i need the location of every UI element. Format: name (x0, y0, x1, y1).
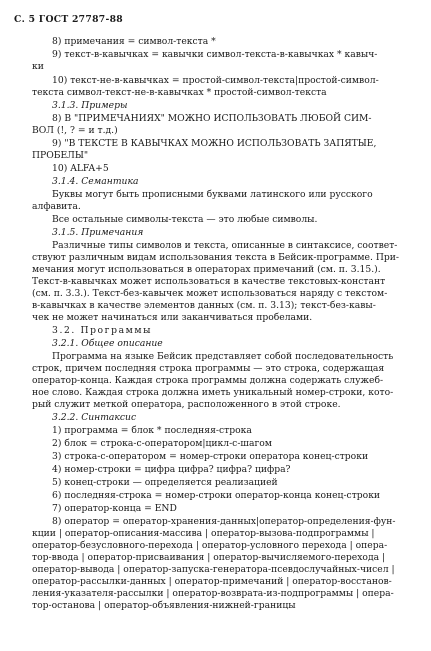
text-line: кции | оператор-описания-массива | оператор-вызова-подпрограммы | (32, 528, 375, 539)
text-line: 6) последняя-строка = номер-строки оператор-конца конец-строки (52, 490, 381, 501)
text-line: ления-указателя-рассылки | оператор-возврата-из-подпрограммы | опера- (32, 588, 394, 599)
text-line: 3) строка-с-оператором = номер-строки оператора конец-строки (52, 451, 369, 462)
text-line: 3.1.3. Примеры (52, 100, 128, 111)
text-line: 4) номер-строки = цифра цифра? цифра? цифра? (52, 464, 291, 475)
text-line: Программа на языке Бейсик представляет собой последовательность (52, 351, 394, 362)
text-line: 10) ALFA+5 (52, 163, 109, 174)
text-line: оператор-рассылки-данных | оператор-примечаний | оператор-восстанов- (32, 576, 392, 587)
text-line: 3.2.2. Синтаксис (52, 412, 137, 423)
text-line: 7) оператор-конца = END (52, 503, 177, 514)
text-line: ВОЛ (!, ? = и т.д.) (32, 125, 118, 136)
text-line: тор-ввода | оператор-присваивания | оператор-вычисляемого-перехода | (32, 552, 386, 563)
text-line: ствуют различным видам использования текста в Бейсик-программе. При- (32, 252, 399, 263)
text-line: 3.1.4. Семантика (52, 176, 139, 187)
text-line: 10) текст-не-в-кавычках = простой-символ-текста|простой-символ- (52, 75, 379, 86)
text-line: 3.2.1. Общее описание (52, 338, 163, 349)
text-line: текста символ-текст-не-в-кавычках * простой-символ-текста (32, 87, 327, 98)
text-line: 2) блок = строка-с-оператором|цикл-с-шагом (52, 438, 272, 449)
text-line: 5) конец-строки — определяется реализацией (52, 477, 278, 488)
text-line: ПРОБЕЛЫ" (32, 150, 89, 161)
text-line: 9) текст-в-кавычках = кавычки символ-текста-в-кавычках * кавыч- (52, 49, 378, 60)
text-line: 9) "В ТЕКСТЕ В КАВЫЧКАХ МОЖНО ИСПОЛЬЗОВАТЬ ЗАПЯТЫЕ, (52, 138, 377, 149)
text-line: Текст-в-кавычках может использоваться в качестве текстовых-констант (32, 276, 386, 287)
text-line: мечания могут использоваться в операторах примечаний (см. п. 3.15.). (32, 264, 381, 275)
text-line: 3.1.5. Примечания (52, 227, 144, 238)
text-line: 8) В "ПРИМЕЧАНИЯХ" МОЖНО ИСПОЛЬЗОВАТЬ ЛЮБОЙ СИМ- (52, 113, 372, 124)
text-line: тор-останова | оператор-объявления-нижней-границы (32, 600, 296, 611)
text-line: алфавита. (32, 201, 81, 212)
text-line: 1) программа = блок * последняя-строка (52, 425, 252, 436)
text-line: 8) оператор = оператор-хранения-данных|оператор-определения-фун- (52, 516, 396, 527)
text-line: ное слово. Каждая строка должна иметь уникальный номер-строки, кото- (32, 387, 394, 398)
text-line: в-кавычках в качестве элементов данных (см. п. 3.13); текст-без-кавы- (32, 300, 376, 311)
text-line: оператор-конца. Каждая строка программы должна содержать служеб- (32, 375, 384, 386)
text-line: 8) примечания = символ-текста * (52, 36, 216, 47)
text-line: (см. п. 3.3.). Текст-без-кавычек может использоваться наряду с текстом- (32, 288, 388, 299)
text-line: чек не может начинаться или заканчиваться пробелами. (32, 312, 313, 323)
text-line: оператор-безусловного-перехода | оператор-условного перехода | опера- (32, 540, 388, 551)
text-line: Все остальные символы-текста — это любые символы. (52, 214, 318, 225)
text-line: оператор-вывода | оператор-запуска-генератора-псевдослучайных-чисел | (32, 564, 395, 575)
text-line: ки (32, 61, 44, 72)
text-line: строк, причем последняя строка программы — это строка, содержащая (32, 363, 385, 374)
page-header: С. 5 ГОСТ 27787-88 (14, 14, 123, 25)
text-line: 3.2. Программы (52, 325, 153, 336)
text-line: рый служит меткой оператора, расположенного в этой строке. (32, 399, 341, 410)
text-line: Буквы могут быть прописными буквами латинского или русского (52, 189, 373, 200)
text-line: Различные типы символов и текста, описанные в синтаксисе, соответ- (52, 240, 398, 251)
